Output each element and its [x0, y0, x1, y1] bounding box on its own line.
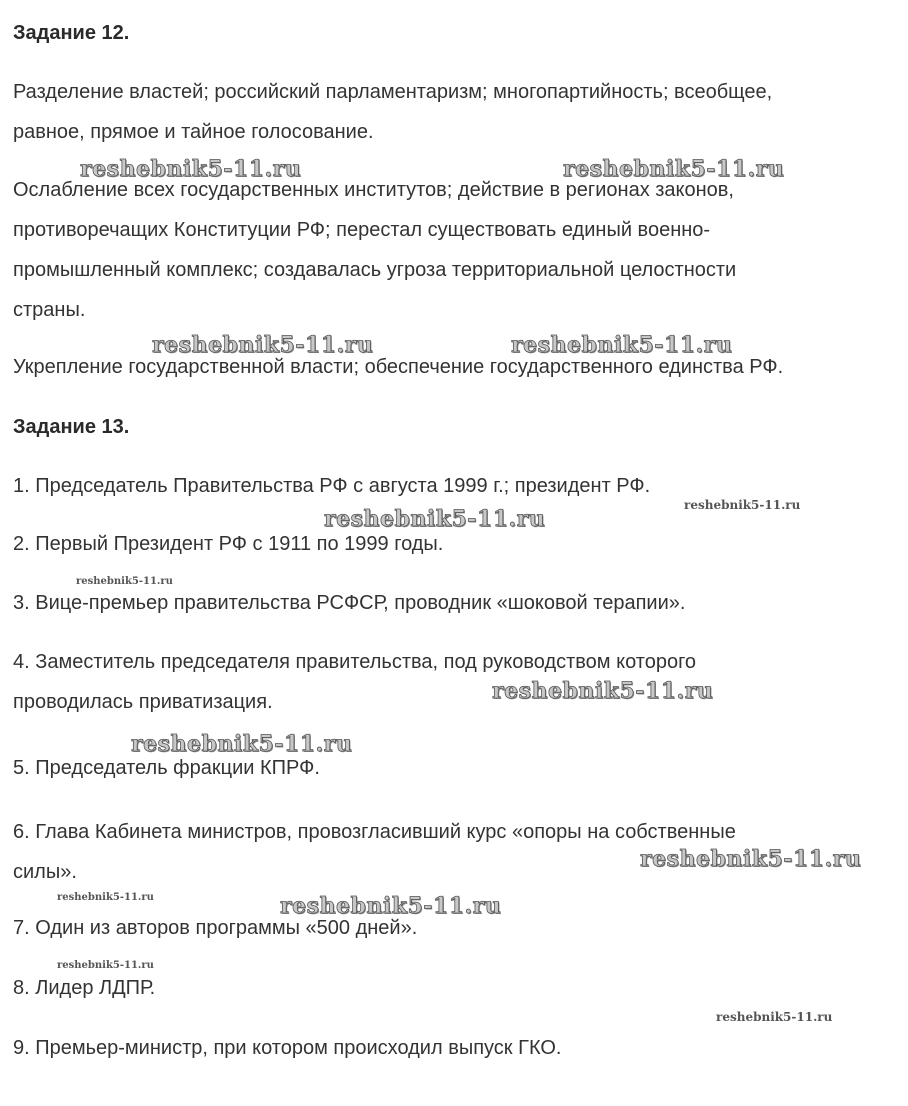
- task12-paragraph-1: [13, 72, 903, 152]
- watermark: reshebnik5-11.ru: [684, 498, 801, 512]
- text-line: Укрепление государственной власти; обеспечение государственного единства РФ.: [13, 356, 784, 378]
- watermark: reshebnik5-11.ru: [152, 332, 374, 358]
- task13-item-8: [13, 968, 903, 1008]
- task12-paragraph-2: [13, 170, 903, 330]
- text-line: промышленный комплекс; создавалась угроза территориальной целостности: [13, 259, 737, 281]
- text-line: противоречащих Конституции РФ; перестал существовать единый военно-: [13, 219, 711, 241]
- task12-paragraph-3: [13, 347, 903, 387]
- list-item: 1. Председатель Правительства РФ с августа 1999 г.; президент РФ.: [13, 475, 651, 497]
- task12-heading: Задание 12.: [13, 22, 130, 44]
- list-item: 9. Премьер-министр, при котором происходил выпуск ГКО.: [13, 1037, 562, 1059]
- text-line: равное, прямое и тайное голосование.: [13, 121, 374, 143]
- list-item: 2. Первый Президент РФ с 1911 по 1999 годы.: [13, 533, 444, 555]
- list-item-continuation: силы».: [13, 861, 77, 883]
- list-item: 5. Председатель фракции КПРФ.: [13, 757, 320, 779]
- watermark: reshebnik5-11.ru: [57, 892, 154, 903]
- task13-item-9: [13, 1028, 903, 1068]
- list-item: 4. Заместитель председателя правительства, под руководством которого: [13, 651, 697, 673]
- watermark: reshebnik5-11.ru: [511, 332, 733, 358]
- list-item-continuation: проводилась приватизация.: [13, 691, 273, 713]
- list-item: 3. Вице-премьер правительства РСФСР, проводник «шоковой терапии».: [13, 592, 686, 614]
- text-line: Ослабление всех государственных институтов; действие в регионах законов,: [13, 179, 734, 201]
- watermark: reshebnik5-11.ru: [324, 506, 546, 532]
- task13-item-3: [13, 583, 903, 623]
- task13-heading: Задание 13.: [13, 416, 130, 438]
- list-item: 7. Один из авторов программы «500 дней».: [13, 917, 418, 939]
- text-line: страны.: [13, 299, 86, 321]
- task13-item-4: [13, 642, 903, 722]
- text-line: Разделение властей; российский парламентаризм; многопартийность; всеобщее,: [13, 81, 773, 103]
- watermark: reshebnik5-11.ru: [280, 893, 502, 919]
- watermark: reshebnik5-11.ru: [563, 156, 785, 182]
- watermark: reshebnik5-11.ru: [76, 576, 173, 587]
- watermark: reshebnik5-11.ru: [80, 156, 302, 182]
- watermark: reshebnik5-11.ru: [57, 960, 154, 971]
- watermark: reshebnik5-11.ru: [716, 1010, 833, 1024]
- list-item: 8. Лидер ЛДПР.: [13, 977, 156, 999]
- watermark: reshebnik5-11.ru: [640, 846, 862, 872]
- list-item: 6. Глава Кабинета министров, провозгласивший курс «опоры на собственные: [13, 821, 736, 843]
- watermark: reshebnik5-11.ru: [131, 731, 353, 757]
- watermark: reshebnik5-11.ru: [492, 678, 714, 704]
